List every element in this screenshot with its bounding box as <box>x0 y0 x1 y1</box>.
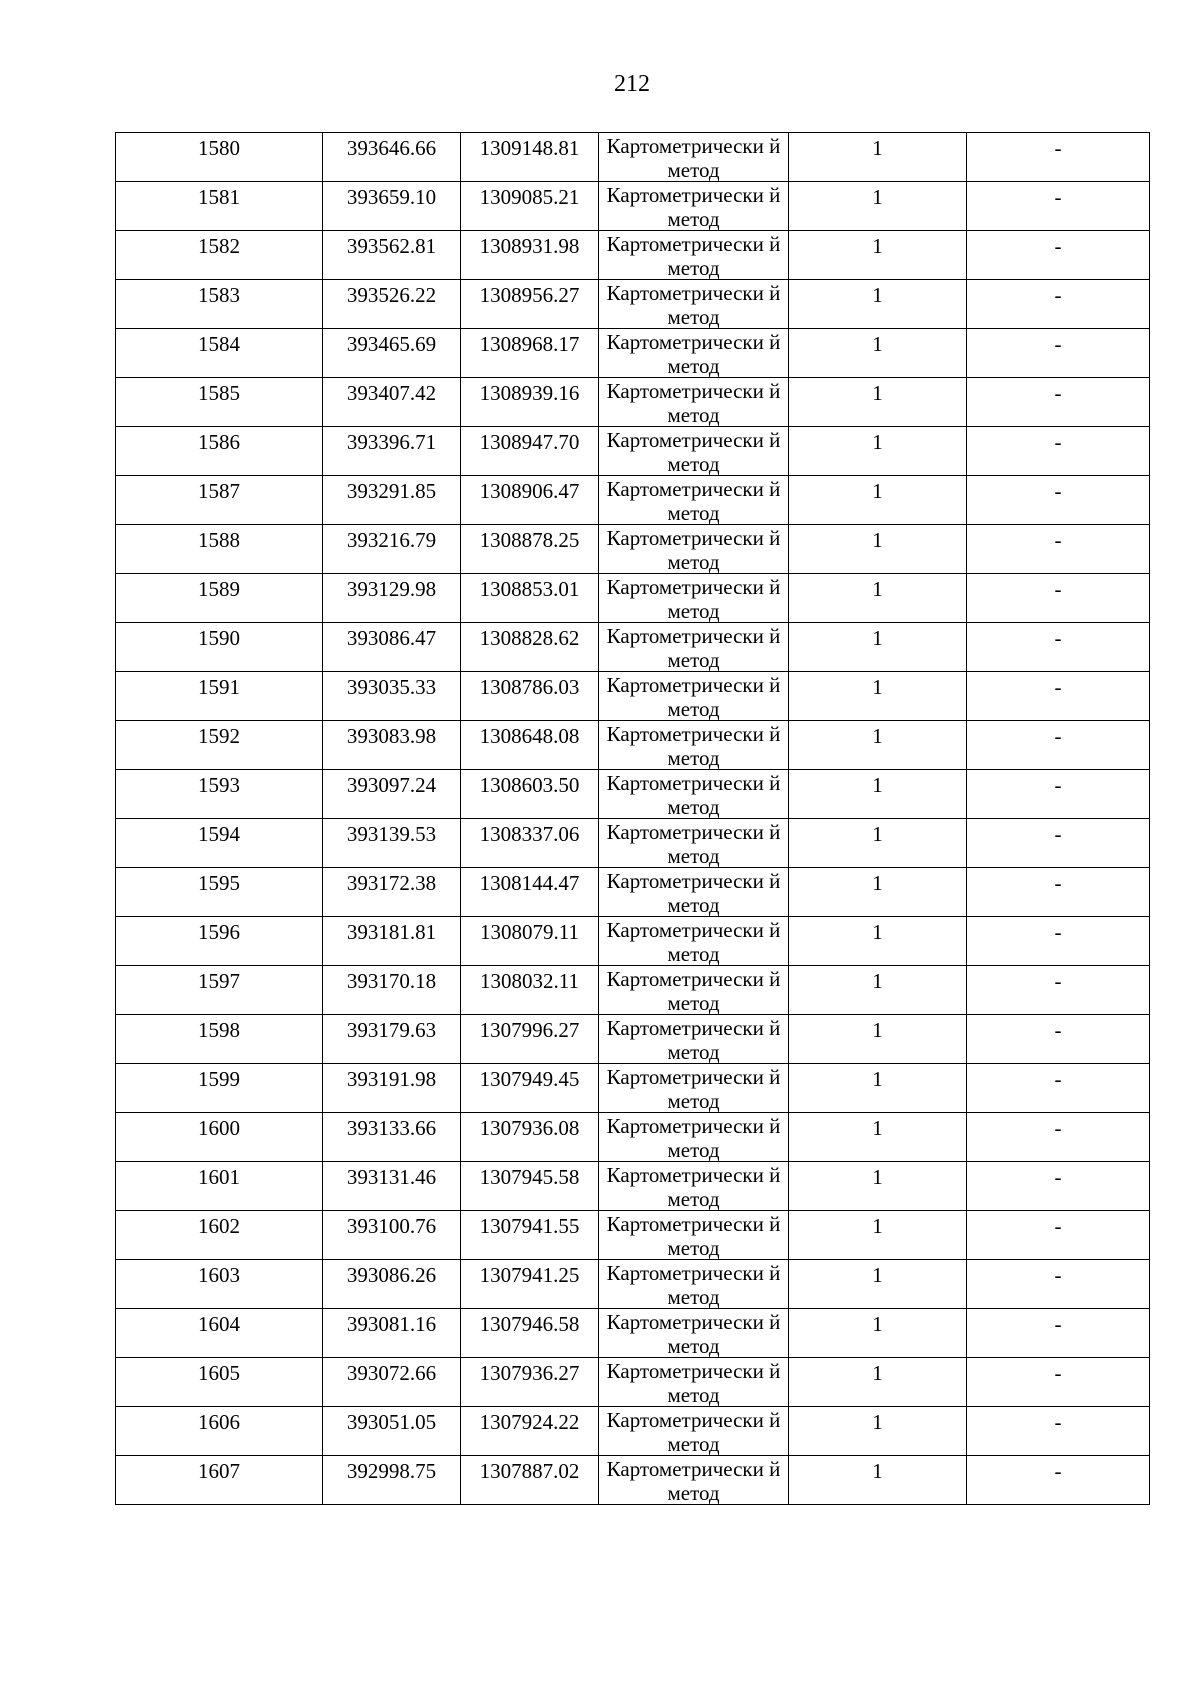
method-cell <box>599 672 789 721</box>
x-coordinate-cell: 393216.79 <box>323 525 461 574</box>
table-row <box>116 427 1150 476</box>
table-row <box>116 672 1150 721</box>
x-coordinate-cell: 393562.81 <box>323 231 461 280</box>
method-cell <box>599 1015 789 1064</box>
table-row <box>116 721 1150 770</box>
table-body <box>116 133 1150 1505</box>
y-coordinate-cell: 1307949.45 <box>461 1064 599 1113</box>
method-cell <box>599 231 789 280</box>
note-cell: - <box>967 182 1150 231</box>
method-text: Картометрически й метод <box>606 1163 781 1210</box>
method-cell <box>599 574 789 623</box>
method-text: Картометрически й метод <box>606 134 781 181</box>
method-text: Картометрически й метод <box>606 820 781 867</box>
accuracy-cell: 1 <box>789 574 967 623</box>
y-coordinate-cell: 1307887.02 <box>461 1456 599 1505</box>
point-number-cell: 1595 <box>116 868 323 917</box>
y-coordinate-cell: 1307941.25 <box>461 1260 599 1309</box>
note-cell: - <box>967 1260 1150 1309</box>
x-coordinate-cell: 392998.75 <box>323 1456 461 1505</box>
point-number-cell: 1590 <box>116 623 323 672</box>
y-coordinate-cell: 1308947.70 <box>461 427 599 476</box>
x-coordinate-cell: 393170.18 <box>323 966 461 1015</box>
method-text: Картометрически й метод <box>606 428 781 475</box>
table-row <box>116 770 1150 819</box>
note-cell: - <box>967 1407 1150 1456</box>
method-text: Картометрически й метод <box>606 722 781 769</box>
note-cell: - <box>967 574 1150 623</box>
accuracy-cell: 1 <box>789 868 967 917</box>
method-text: Картометрически й метод <box>606 771 781 818</box>
point-number-cell: 1580 <box>116 133 323 182</box>
point-number-cell: 1582 <box>116 231 323 280</box>
accuracy-cell: 1 <box>789 1358 967 1407</box>
accuracy-cell: 1 <box>789 329 967 378</box>
note-cell: - <box>967 770 1150 819</box>
table-row <box>116 1358 1150 1407</box>
table-row <box>116 329 1150 378</box>
y-coordinate-cell: 1308878.25 <box>461 525 599 574</box>
accuracy-cell: 1 <box>789 917 967 966</box>
method-cell <box>599 1309 789 1358</box>
method-text: Картометрически й метод <box>606 232 781 279</box>
accuracy-cell: 1 <box>789 1211 967 1260</box>
y-coordinate-cell: 1308786.03 <box>461 672 599 721</box>
table-row <box>116 1113 1150 1162</box>
x-coordinate-cell: 393035.33 <box>323 672 461 721</box>
table-row <box>116 1407 1150 1456</box>
accuracy-cell: 1 <box>789 1113 967 1162</box>
x-coordinate-cell: 393129.98 <box>323 574 461 623</box>
point-number-cell: 1599 <box>116 1064 323 1113</box>
x-coordinate-cell: 393291.85 <box>323 476 461 525</box>
x-coordinate-cell: 393086.47 <box>323 623 461 672</box>
point-number-cell: 1604 <box>116 1309 323 1358</box>
method-cell <box>599 868 789 917</box>
x-coordinate-cell: 393051.05 <box>323 1407 461 1456</box>
table-row <box>116 623 1150 672</box>
method-text: Картометрически й метод <box>606 183 781 230</box>
y-coordinate-cell: 1308603.50 <box>461 770 599 819</box>
y-coordinate-cell: 1308931.98 <box>461 231 599 280</box>
point-number-cell: 1602 <box>116 1211 323 1260</box>
point-number-cell: 1600 <box>116 1113 323 1162</box>
accuracy-cell: 1 <box>789 1456 967 1505</box>
table-row <box>116 182 1150 231</box>
x-coordinate-cell: 393100.76 <box>323 1211 461 1260</box>
method-cell <box>599 917 789 966</box>
note-cell: - <box>967 1162 1150 1211</box>
y-coordinate-cell: 1307936.27 <box>461 1358 599 1407</box>
note-cell: - <box>967 672 1150 721</box>
point-number-cell: 1583 <box>116 280 323 329</box>
method-cell <box>599 1162 789 1211</box>
table-row <box>116 819 1150 868</box>
point-number-cell: 1607 <box>116 1456 323 1505</box>
method-text: Картометрически й метод <box>606 330 781 377</box>
point-number-cell: 1603 <box>116 1260 323 1309</box>
note-cell: - <box>967 966 1150 1015</box>
accuracy-cell: 1 <box>789 672 967 721</box>
method-text: Картометрически й метод <box>606 1408 781 1455</box>
point-number-cell: 1594 <box>116 819 323 868</box>
point-number-cell: 1606 <box>116 1407 323 1456</box>
method-text: Картометрически й метод <box>606 575 781 622</box>
table-row <box>116 1064 1150 1113</box>
y-coordinate-cell: 1309085.21 <box>461 182 599 231</box>
table-row <box>116 917 1150 966</box>
method-cell <box>599 1456 789 1505</box>
point-number-cell: 1587 <box>116 476 323 525</box>
point-number-cell: 1593 <box>116 770 323 819</box>
method-cell <box>599 819 789 868</box>
method-text: Картометрически й метод <box>606 379 781 426</box>
accuracy-cell: 1 <box>789 133 967 182</box>
method-text: Картометрически й метод <box>606 624 781 671</box>
note-cell: - <box>967 427 1150 476</box>
table-row <box>116 231 1150 280</box>
table-row <box>116 1309 1150 1358</box>
note-cell: - <box>967 1113 1150 1162</box>
x-coordinate-cell: 393083.98 <box>323 721 461 770</box>
x-coordinate-cell: 393465.69 <box>323 329 461 378</box>
point-number-cell: 1591 <box>116 672 323 721</box>
method-cell <box>599 182 789 231</box>
note-cell: - <box>967 1358 1150 1407</box>
accuracy-cell: 1 <box>789 721 967 770</box>
accuracy-cell: 1 <box>789 1260 967 1309</box>
accuracy-cell: 1 <box>789 1064 967 1113</box>
accuracy-cell: 1 <box>789 966 967 1015</box>
y-coordinate-cell: 1307936.08 <box>461 1113 599 1162</box>
accuracy-cell: 1 <box>789 231 967 280</box>
point-number-cell: 1589 <box>116 574 323 623</box>
x-coordinate-cell: 393139.53 <box>323 819 461 868</box>
note-cell: - <box>967 231 1150 280</box>
table-row <box>116 378 1150 427</box>
method-text: Картометрически й метод <box>606 1065 781 1112</box>
method-text: Картометрически й метод <box>606 673 781 720</box>
x-coordinate-cell: 393181.81 <box>323 917 461 966</box>
method-cell <box>599 427 789 476</box>
table-row <box>116 1015 1150 1064</box>
y-coordinate-cell: 1307996.27 <box>461 1015 599 1064</box>
y-coordinate-cell: 1308648.08 <box>461 721 599 770</box>
table-row <box>116 525 1150 574</box>
method-cell <box>599 1260 789 1309</box>
note-cell: - <box>967 525 1150 574</box>
method-text: Картометрически й метод <box>606 967 781 1014</box>
method-cell <box>599 770 789 819</box>
note-cell: - <box>967 917 1150 966</box>
x-coordinate-cell: 393179.63 <box>323 1015 461 1064</box>
table-row <box>116 1211 1150 1260</box>
note-cell: - <box>967 1064 1150 1113</box>
y-coordinate-cell: 1308906.47 <box>461 476 599 525</box>
accuracy-cell: 1 <box>789 770 967 819</box>
x-coordinate-cell: 393396.71 <box>323 427 461 476</box>
x-coordinate-cell: 393072.66 <box>323 1358 461 1407</box>
x-coordinate-cell: 393191.98 <box>323 1064 461 1113</box>
point-number-cell: 1588 <box>116 525 323 574</box>
note-cell: - <box>967 378 1150 427</box>
y-coordinate-cell: 1309148.81 <box>461 133 599 182</box>
y-coordinate-cell: 1308032.11 <box>461 966 599 1015</box>
method-cell <box>599 1211 789 1260</box>
page-number: 212 <box>614 71 650 97</box>
accuracy-cell: 1 <box>789 1407 967 1456</box>
method-cell <box>599 280 789 329</box>
accuracy-cell: 1 <box>789 623 967 672</box>
point-number-cell: 1596 <box>116 917 323 966</box>
method-text: Картометрически й метод <box>606 1016 781 1063</box>
point-number-cell: 1584 <box>116 329 323 378</box>
accuracy-cell: 1 <box>789 280 967 329</box>
method-cell <box>599 476 789 525</box>
x-coordinate-cell: 393646.66 <box>323 133 461 182</box>
y-coordinate-cell: 1307945.58 <box>461 1162 599 1211</box>
y-coordinate-cell: 1308939.16 <box>461 378 599 427</box>
note-cell: - <box>967 1211 1150 1260</box>
note-cell: - <box>967 868 1150 917</box>
y-coordinate-cell: 1308956.27 <box>461 280 599 329</box>
table-row <box>116 574 1150 623</box>
table-row <box>116 1162 1150 1211</box>
note-cell: - <box>967 329 1150 378</box>
note-cell: - <box>967 1015 1150 1064</box>
method-cell <box>599 623 789 672</box>
method-text: Картометрически й метод <box>606 281 781 328</box>
method-cell <box>599 329 789 378</box>
method-text: Картометрически й метод <box>606 526 781 573</box>
x-coordinate-cell: 393086.26 <box>323 1260 461 1309</box>
table-row <box>116 1260 1150 1309</box>
point-number-cell: 1581 <box>116 182 323 231</box>
note-cell: - <box>967 133 1150 182</box>
method-text: Картометрически й метод <box>606 1212 781 1259</box>
note-cell: - <box>967 280 1150 329</box>
accuracy-cell: 1 <box>789 1162 967 1211</box>
method-text: Картометрически й метод <box>606 869 781 916</box>
y-coordinate-cell: 1308337.06 <box>461 819 599 868</box>
x-coordinate-cell: 393172.38 <box>323 868 461 917</box>
y-coordinate-cell: 1307924.22 <box>461 1407 599 1456</box>
point-number-cell: 1592 <box>116 721 323 770</box>
point-number-cell: 1586 <box>116 427 323 476</box>
method-cell <box>599 1113 789 1162</box>
accuracy-cell: 1 <box>789 819 967 868</box>
method-cell <box>599 525 789 574</box>
table-row <box>116 133 1150 182</box>
x-coordinate-cell: 393133.66 <box>323 1113 461 1162</box>
accuracy-cell: 1 <box>789 378 967 427</box>
point-number-cell: 1601 <box>116 1162 323 1211</box>
note-cell: - <box>967 1309 1150 1358</box>
accuracy-cell: 1 <box>789 1309 967 1358</box>
y-coordinate-cell: 1308853.01 <box>461 574 599 623</box>
note-cell: - <box>967 476 1150 525</box>
point-number-cell: 1585 <box>116 378 323 427</box>
point-number-cell: 1597 <box>116 966 323 1015</box>
method-cell <box>599 378 789 427</box>
coordinates-table <box>115 132 1150 1505</box>
method-cell <box>599 1064 789 1113</box>
method-text: Картометрически й метод <box>606 1359 781 1406</box>
accuracy-cell: 1 <box>789 525 967 574</box>
x-coordinate-cell: 393407.42 <box>323 378 461 427</box>
y-coordinate-cell: 1307941.55 <box>461 1211 599 1260</box>
table-row <box>116 280 1150 329</box>
x-coordinate-cell: 393097.24 <box>323 770 461 819</box>
y-coordinate-cell: 1308968.17 <box>461 329 599 378</box>
note-cell: - <box>967 1456 1150 1505</box>
accuracy-cell: 1 <box>789 182 967 231</box>
table-row <box>116 966 1150 1015</box>
note-cell: - <box>967 623 1150 672</box>
table-row <box>116 1456 1150 1505</box>
table-row <box>116 476 1150 525</box>
point-number-cell: 1605 <box>116 1358 323 1407</box>
method-cell <box>599 1358 789 1407</box>
method-text: Картометрически й метод <box>606 477 781 524</box>
method-cell <box>599 966 789 1015</box>
method-text: Картометрически й метод <box>606 1310 781 1357</box>
method-cell <box>599 1407 789 1456</box>
table-row <box>116 868 1150 917</box>
x-coordinate-cell: 393659.10 <box>323 182 461 231</box>
method-text: Картометрически й метод <box>606 918 781 965</box>
y-coordinate-cell: 1308828.62 <box>461 623 599 672</box>
note-cell: - <box>967 721 1150 770</box>
accuracy-cell: 1 <box>789 476 967 525</box>
point-number-cell: 1598 <box>116 1015 323 1064</box>
y-coordinate-cell: 1307946.58 <box>461 1309 599 1358</box>
method-text: Картометрически й метод <box>606 1261 781 1308</box>
x-coordinate-cell: 393081.16 <box>323 1309 461 1358</box>
x-coordinate-cell: 393131.46 <box>323 1162 461 1211</box>
method-cell <box>599 133 789 182</box>
method-cell <box>599 721 789 770</box>
x-coordinate-cell: 393526.22 <box>323 280 461 329</box>
y-coordinate-cell: 1308079.11 <box>461 917 599 966</box>
method-text: Картометрически й метод <box>606 1114 781 1161</box>
note-cell: - <box>967 819 1150 868</box>
method-text: Картометрически й метод <box>606 1457 781 1504</box>
accuracy-cell: 1 <box>789 1015 967 1064</box>
y-coordinate-cell: 1308144.47 <box>461 868 599 917</box>
accuracy-cell: 1 <box>789 427 967 476</box>
